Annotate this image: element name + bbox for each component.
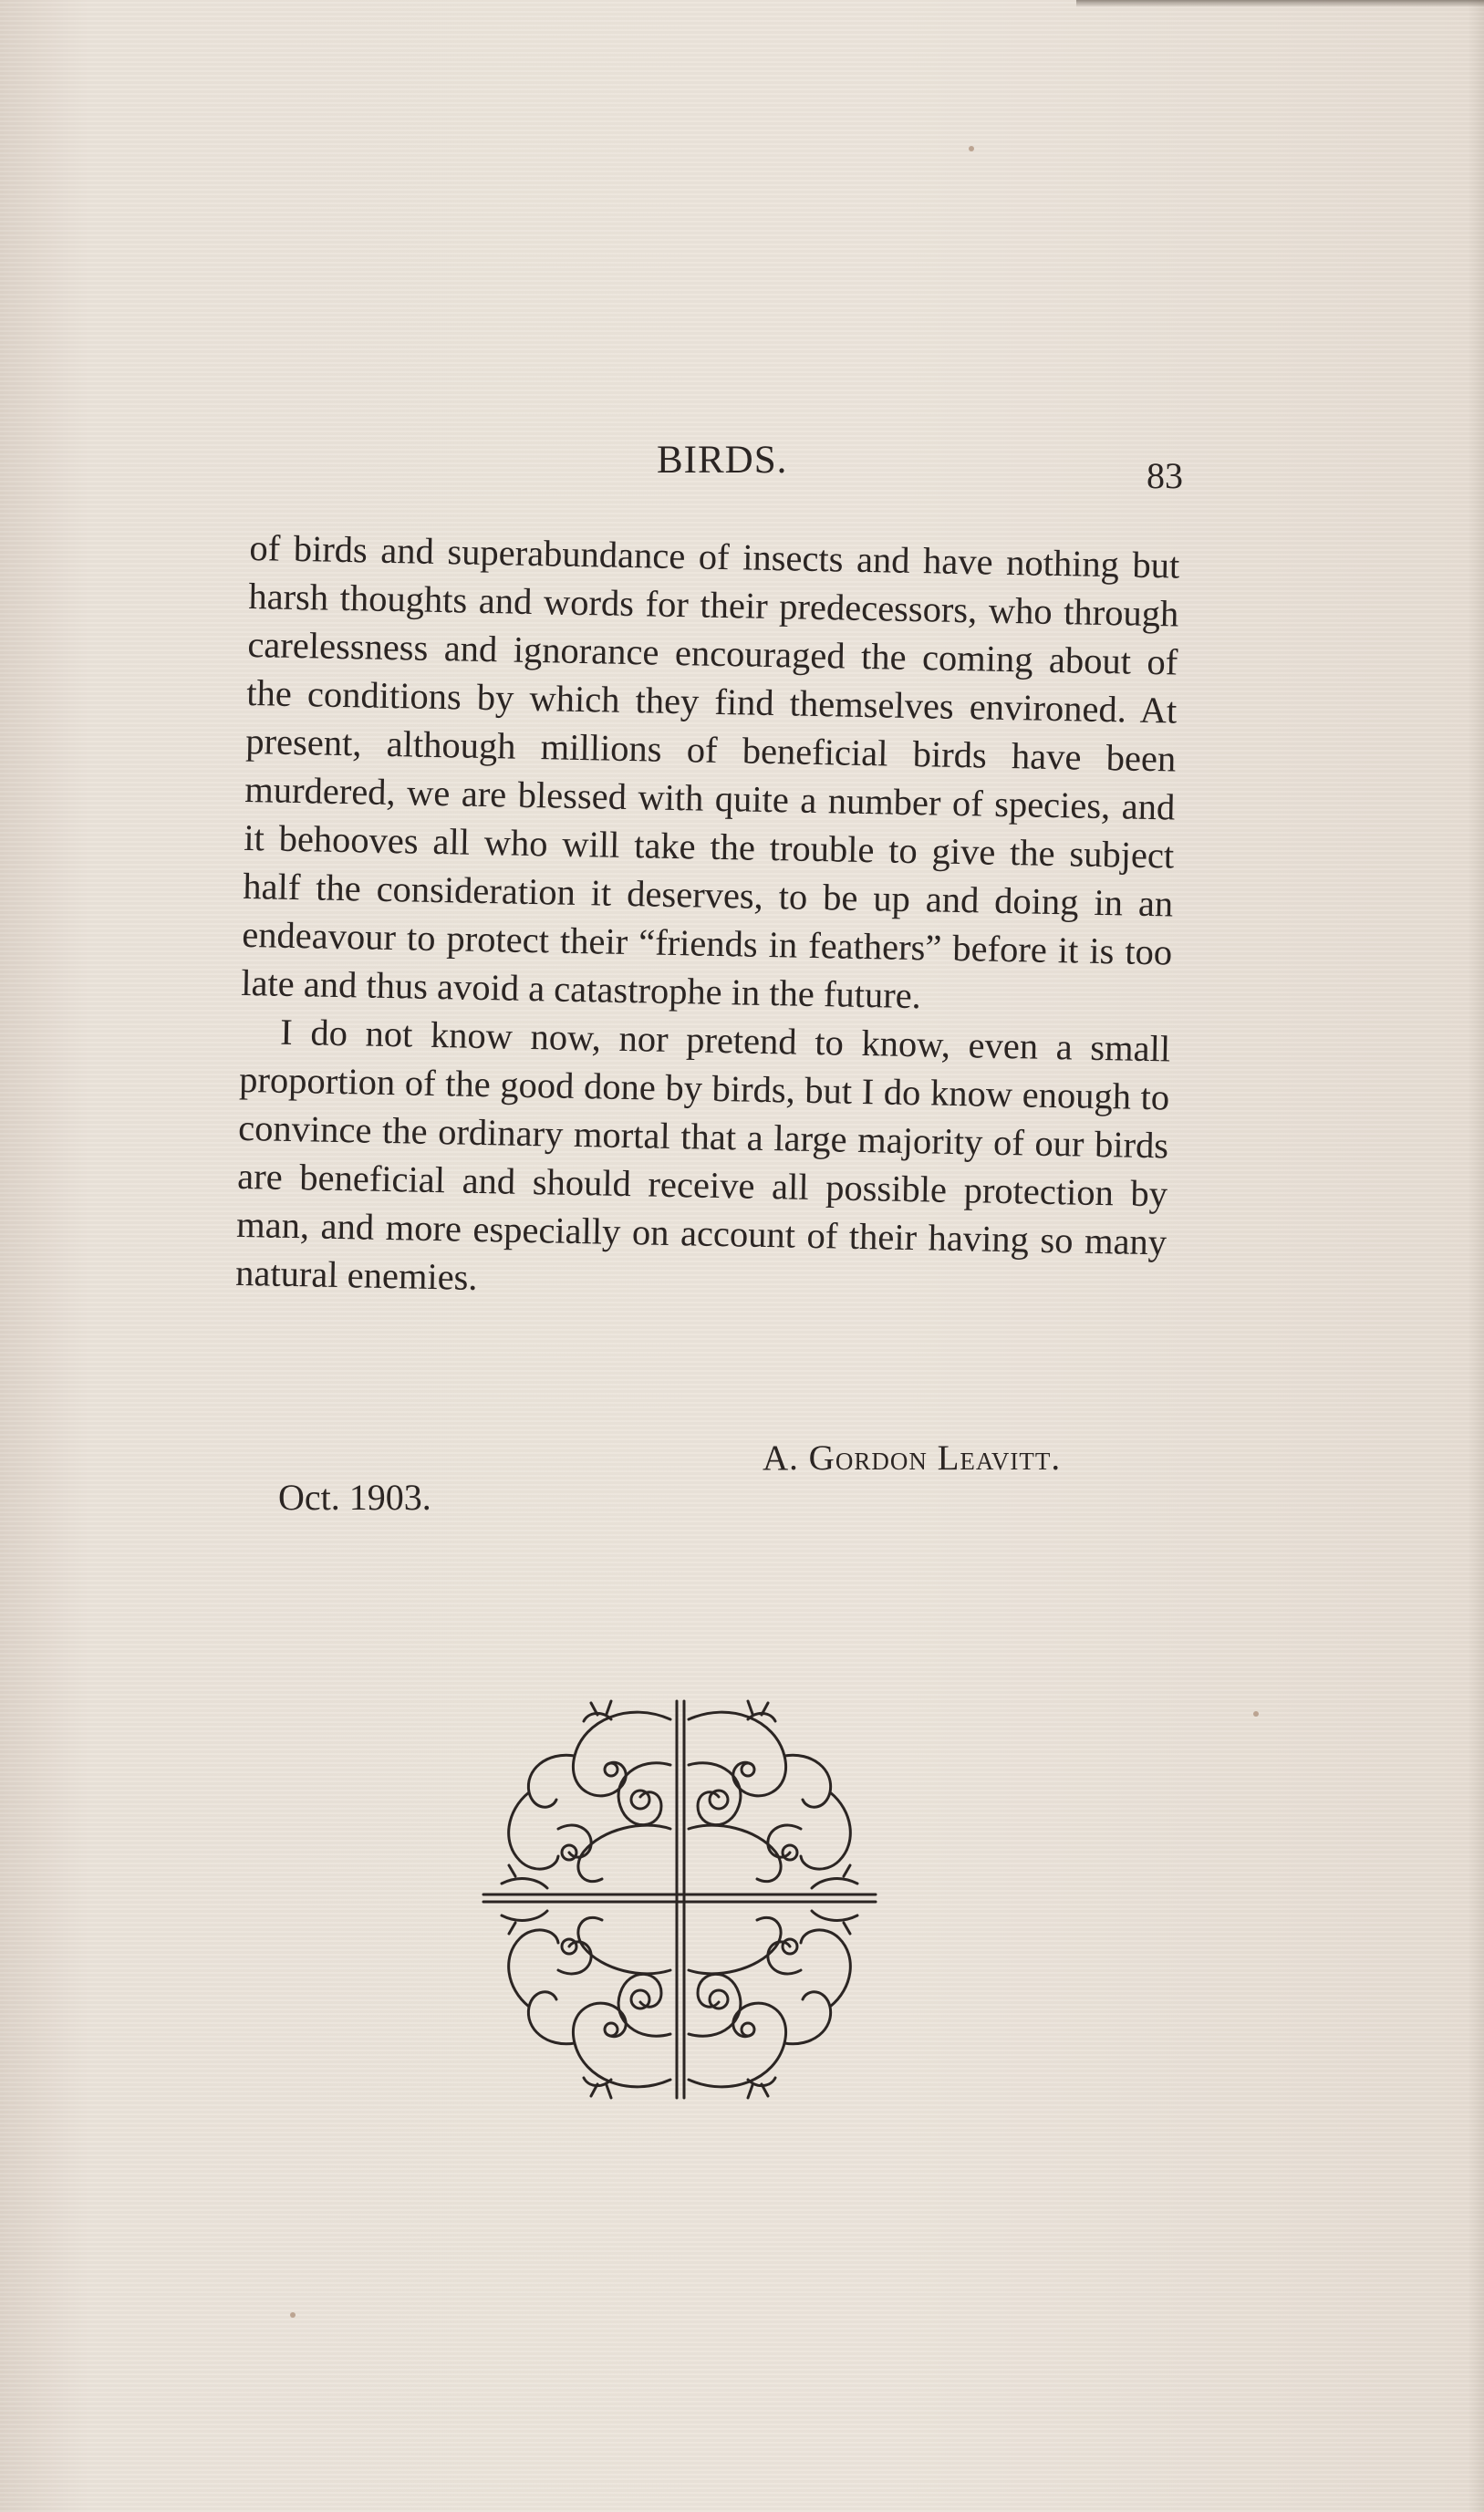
running-title: BIRDS. xyxy=(657,439,788,482)
page-right-edge xyxy=(1468,0,1484,2512)
paragraph-2: I do not know now, nor pretend to know, even a small proportion of the good done by birds, but I do know enough to convince the ordinary mortal that a large majority of our birds are beneficial and should receive all possible protection by man, and more especially on account of their having so many natural enemies. xyxy=(234,1011,1171,1298)
author-signature: A. Gordon Leavitt. xyxy=(763,1438,1062,1478)
paragraph-1: of birds and superabundance of insects and have nothing but harsh thoughts and words for their predecessors, who through carelessness and ignorance encouraged the coming about of the conditions by which they find themselves environed. At present, although millions of beneficial birds have been murdered, we are blessed with quite a number of species, and it behooves all who will take the trouble to give the subject half the consideration it deserves, to be up and doing in an endeavour to protect their “friends in feathers” before it is too late and thus avoid a catastrophe in the future. xyxy=(240,526,1180,1017)
paper-speck xyxy=(290,2312,296,2318)
paper-speck xyxy=(969,146,974,151)
floral-scroll-ornament-icon xyxy=(474,1692,885,2112)
page-edge-shadow xyxy=(1076,0,1484,7)
page-number: 83 xyxy=(1147,455,1183,496)
paper-speck xyxy=(1253,1711,1259,1717)
ornament-graphic xyxy=(474,1692,885,2112)
article-body xyxy=(235,524,1180,1314)
running-header xyxy=(0,438,1484,496)
dateline: Oct. 1903. xyxy=(278,1477,431,1518)
